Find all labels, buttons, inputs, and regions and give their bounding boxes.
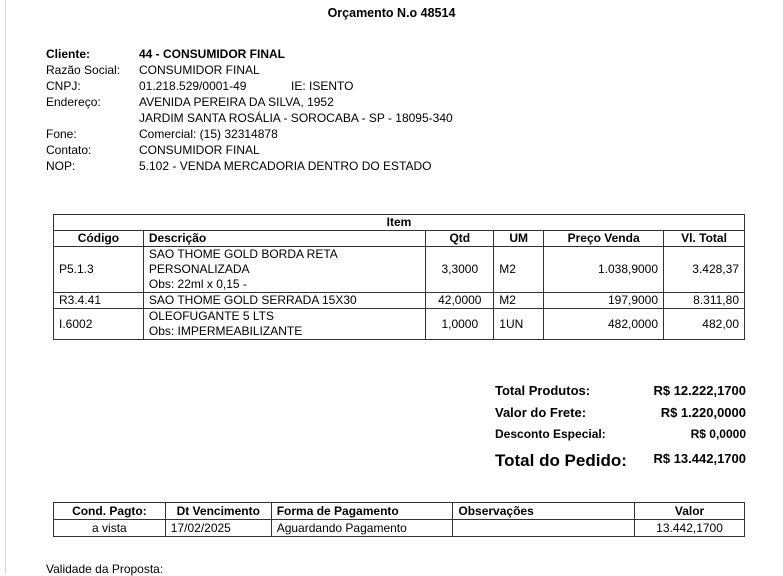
desconto-row [495, 427, 746, 443]
contato-value: CONSUMIDOR FINAL [139, 143, 260, 157]
payment-header-row [54, 503, 745, 520]
item-codigo: R3.4.41 [54, 293, 144, 309]
razao-value: CONSUMIDOR FINAL [139, 63, 260, 77]
item-qtd: 3,3000 [426, 247, 494, 293]
items-header-row [54, 231, 745, 247]
total-pedido-row [495, 450, 746, 472]
items-caption: Item [54, 215, 745, 231]
header-qtd: Qtd [426, 231, 494, 247]
item-preco: 197,9000 [544, 293, 664, 309]
desc-line: Obs: IMPERMEABILIZANTE [148, 324, 303, 338]
total-produtos-value: R$ 12.222,1700 [653, 383, 746, 398]
desconto-value: R$ 0,0000 [690, 427, 746, 441]
item-total: 8.311,80 [664, 293, 745, 309]
item-preco: 1.038,9000 [544, 247, 664, 293]
table-row [54, 309, 745, 340]
cliente-label: Cliente: [46, 47, 91, 61]
fone-value: Comercial: (15) 32314878 [139, 127, 278, 141]
header-um: UM [494, 231, 544, 247]
pay-cond: a vista [54, 520, 166, 537]
item-total: 482,00 [664, 309, 745, 340]
item-descricao [143, 247, 425, 293]
header-forma-pagamento: Forma de Pagamento [271, 503, 453, 520]
desconto-label: Desconto Especial: [495, 427, 606, 441]
valor-frete-label: Valor do Frete: [495, 405, 587, 420]
item-qtd: 1,0000 [426, 309, 494, 340]
cliente-value: 44 - CONSUMIDOR FINAL [139, 47, 286, 61]
total-pedido-label: Total do Pedido: [495, 451, 627, 470]
nop-label: NOP: [46, 159, 76, 173]
ie-value: IE: ISENTO [291, 79, 354, 93]
endereco-line2: JARDIM SANTA ROSÁLIA - SOROCABA - SP - 18095-340 [139, 111, 453, 125]
desc-line: SAO THOME GOLD SERRADA 15X30 [148, 293, 357, 307]
items-table [53, 214, 745, 340]
item-codigo: P5.1.3 [54, 247, 144, 293]
item-total: 3.428,37 [664, 247, 745, 293]
header-observacoes: Observações [453, 503, 635, 520]
item-um: M2 [494, 293, 544, 309]
item-qtd: 42,0000 [426, 293, 494, 309]
valor-frete-value: R$ 1.220,0000 [660, 405, 746, 420]
item-descricao [143, 309, 425, 340]
item-um: 1UN [494, 309, 544, 340]
validade-label: Validade da Proposta: [46, 562, 164, 576]
table-row [54, 293, 745, 309]
header-dt-vencimento: Dt Vencimento [165, 503, 271, 520]
item-descricao [143, 293, 425, 309]
total-produtos-row [495, 383, 746, 399]
pay-vencimento: 17/02/2025 [165, 520, 271, 537]
header-codigo: Código [54, 231, 144, 247]
item-codigo: I.6002 [54, 309, 144, 340]
page-left-border [5, 0, 6, 574]
table-row [54, 247, 745, 293]
desc-line: PERSONALIZADA [148, 262, 250, 276]
endereco-line1: AVENIDA PEREIRA DA SILVA, 1952 [139, 95, 334, 109]
document-title: Orçamento N.o 48514 [327, 6, 456, 20]
header-total: Vl. Total [664, 231, 745, 247]
pay-valor: 13.442,1700 [635, 520, 745, 537]
header-valor: Valor [635, 503, 745, 520]
payment-table [53, 502, 745, 537]
cnpj-value: 01.218.529/0001-49 [139, 79, 247, 93]
total-pedido-value: R$ 13.442,1700 [653, 451, 746, 466]
header-cond-pagto: Cond. Pagto: [54, 503, 166, 520]
valor-frete-row [495, 405, 746, 421]
nop-value: 5.102 - VENDA MERCADORIA DENTRO DO ESTADO [139, 159, 432, 173]
table-row [54, 520, 745, 537]
item-um: M2 [494, 247, 544, 293]
desc-line: SAO THOME GOLD BORDA RETA [148, 247, 338, 261]
razao-label: Razão Social: [46, 63, 121, 77]
cnpj-label: CNPJ: [46, 79, 81, 93]
endereco-label: Endereço: [46, 95, 101, 109]
contato-label: Contato: [46, 143, 92, 157]
desc-line: OLEOFUGANTE 5 LTS [148, 309, 274, 323]
desc-line: Obs: 22ml x 0,15 - [148, 277, 247, 291]
header-preco: Preço Venda [544, 231, 664, 247]
total-produtos-label: Total Produtos: [495, 383, 591, 398]
item-preco: 482,0000 [544, 309, 664, 340]
fone-label: Fone: [46, 127, 77, 141]
pay-observacoes [453, 520, 635, 537]
header-descricao: Descrição [143, 231, 425, 247]
pay-forma: Aguardando Pagamento [271, 520, 453, 537]
